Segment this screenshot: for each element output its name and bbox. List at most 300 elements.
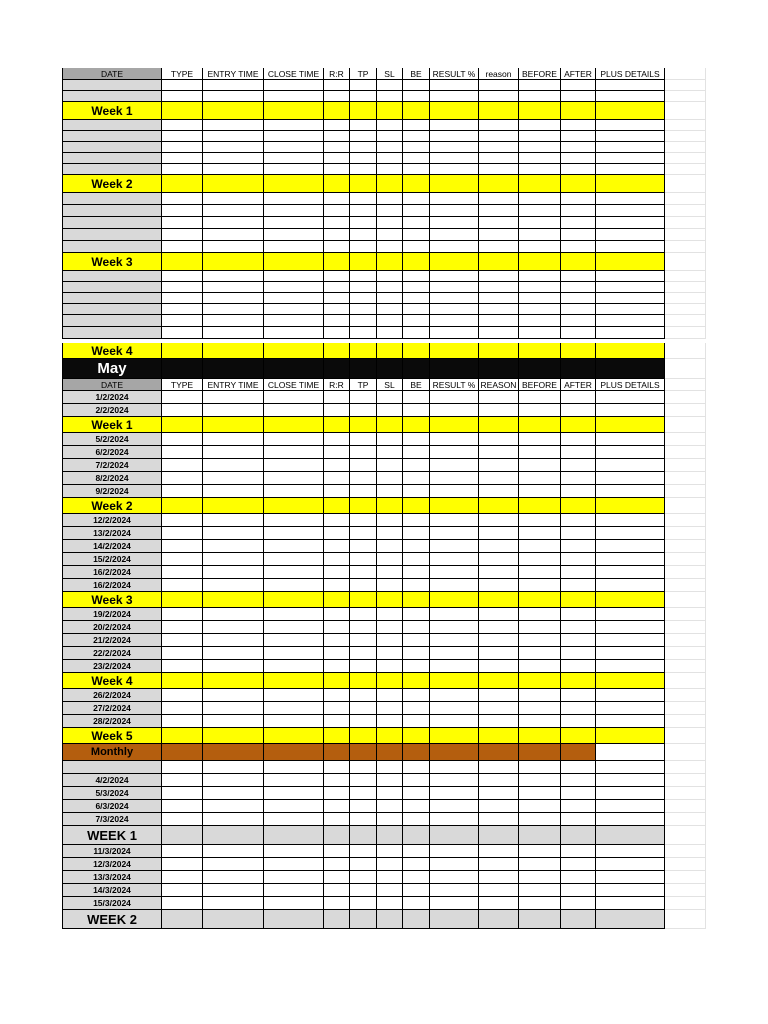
- data-cell[interactable]: [519, 217, 561, 229]
- data-cell[interactable]: [479, 527, 519, 540]
- data-cell[interactable]: [403, 327, 430, 339]
- week-label[interactable]: Week 2: [62, 175, 162, 193]
- data-cell[interactable]: [203, 131, 264, 142]
- data-cell[interactable]: [350, 774, 377, 787]
- data-cell[interactable]: [479, 647, 519, 660]
- data-cell[interactable]: [264, 728, 324, 744]
- data-cell[interactable]: [561, 153, 596, 164]
- data-cell[interactable]: [665, 728, 706, 744]
- data-cell[interactable]: [264, 527, 324, 540]
- data-cell[interactable]: [519, 271, 561, 282]
- data-cell[interactable]: [519, 359, 561, 379]
- data-cell[interactable]: [162, 417, 203, 433]
- data-cell[interactable]: [430, 579, 479, 592]
- data-cell[interactable]: [430, 728, 479, 744]
- date-cell[interactable]: 9/2/2024: [62, 485, 162, 498]
- data-cell[interactable]: [203, 647, 264, 660]
- week-label[interactable]: Week 5: [62, 728, 162, 744]
- date-cell[interactable]: [62, 761, 162, 774]
- data-cell[interactable]: [377, 800, 403, 813]
- data-cell[interactable]: [264, 229, 324, 241]
- data-cell[interactable]: [350, 142, 377, 153]
- data-cell[interactable]: [264, 241, 324, 253]
- data-cell[interactable]: [350, 80, 377, 91]
- data-cell[interactable]: [324, 217, 350, 229]
- data-cell[interactable]: [403, 910, 430, 929]
- data-cell[interactable]: [519, 761, 561, 774]
- data-cell[interactable]: [324, 621, 350, 634]
- data-cell[interactable]: [403, 634, 430, 647]
- data-cell[interactable]: [324, 647, 350, 660]
- data-cell[interactable]: [203, 800, 264, 813]
- data-cell[interactable]: [377, 579, 403, 592]
- data-cell[interactable]: [561, 175, 596, 193]
- data-cell[interactable]: [479, 282, 519, 293]
- data-cell[interactable]: [264, 884, 324, 897]
- data-cell[interactable]: [350, 404, 377, 417]
- data-cell[interactable]: [350, 91, 377, 102]
- data-cell[interactable]: [479, 579, 519, 592]
- data-cell[interactable]: [350, 485, 377, 498]
- data-cell[interactable]: [162, 217, 203, 229]
- data-cell[interactable]: [403, 315, 430, 327]
- data-cell[interactable]: [324, 359, 350, 379]
- data-cell[interactable]: [377, 293, 403, 304]
- data-cell[interactable]: [324, 175, 350, 193]
- data-cell[interactable]: [596, 391, 665, 404]
- data-cell[interactable]: [264, 102, 324, 120]
- date-cell[interactable]: [62, 153, 162, 164]
- data-cell[interactable]: [430, 304, 479, 315]
- data-cell[interactable]: [403, 673, 430, 689]
- data-cell[interactable]: [479, 884, 519, 897]
- column-header[interactable]: BE: [403, 379, 430, 391]
- data-cell[interactable]: [665, 142, 706, 153]
- data-cell[interactable]: [324, 485, 350, 498]
- data-cell[interactable]: [665, 80, 706, 91]
- data-cell[interactable]: [403, 744, 430, 761]
- data-cell[interactable]: [430, 897, 479, 910]
- data-cell[interactable]: [203, 164, 264, 175]
- data-cell[interactable]: [324, 608, 350, 621]
- data-cell[interactable]: [403, 304, 430, 315]
- data-cell[interactable]: [377, 404, 403, 417]
- data-cell[interactable]: [162, 359, 203, 379]
- data-cell[interactable]: [561, 271, 596, 282]
- data-cell[interactable]: [162, 327, 203, 339]
- data-cell[interactable]: [324, 241, 350, 253]
- data-cell[interactable]: [403, 540, 430, 553]
- data-cell[interactable]: [264, 293, 324, 304]
- data-cell[interactable]: [377, 327, 403, 339]
- data-cell[interactable]: [430, 826, 479, 845]
- data-cell[interactable]: [264, 826, 324, 845]
- data-cell[interactable]: [665, 315, 706, 327]
- data-cell[interactable]: [596, 271, 665, 282]
- data-cell[interactable]: [162, 813, 203, 826]
- data-cell[interactable]: [561, 540, 596, 553]
- data-cell[interactable]: [377, 744, 403, 761]
- data-cell[interactable]: [519, 304, 561, 315]
- data-cell[interactable]: [350, 164, 377, 175]
- data-cell[interactable]: [479, 858, 519, 871]
- data-cell[interactable]: [203, 744, 264, 761]
- data-cell[interactable]: [403, 660, 430, 673]
- data-cell[interactable]: [350, 253, 377, 271]
- data-cell[interactable]: [162, 391, 203, 404]
- data-cell[interactable]: [403, 485, 430, 498]
- data-cell[interactable]: [162, 728, 203, 744]
- data-cell[interactable]: [203, 293, 264, 304]
- data-cell[interactable]: [162, 229, 203, 241]
- data-cell[interactable]: [665, 910, 706, 929]
- data-cell[interactable]: [561, 566, 596, 579]
- date-cell[interactable]: [62, 229, 162, 241]
- data-cell[interactable]: [403, 647, 430, 660]
- data-cell[interactable]: [377, 621, 403, 634]
- data-cell[interactable]: [519, 404, 561, 417]
- data-cell[interactable]: [377, 217, 403, 229]
- data-cell[interactable]: [162, 304, 203, 315]
- data-cell[interactable]: [324, 910, 350, 929]
- data-cell[interactable]: [203, 553, 264, 566]
- data-cell[interactable]: [665, 608, 706, 621]
- data-cell[interactable]: [596, 787, 665, 800]
- data-cell[interactable]: [596, 592, 665, 608]
- data-cell[interactable]: [350, 897, 377, 910]
- data-cell[interactable]: [403, 343, 430, 359]
- data-cell[interactable]: [519, 728, 561, 744]
- data-cell[interactable]: [377, 459, 403, 472]
- column-header[interactable]: R:R: [324, 379, 350, 391]
- data-cell[interactable]: [430, 327, 479, 339]
- date-cell[interactable]: [62, 91, 162, 102]
- data-cell[interactable]: [324, 446, 350, 459]
- data-cell[interactable]: [430, 566, 479, 579]
- data-cell[interactable]: [350, 647, 377, 660]
- data-cell[interactable]: [203, 621, 264, 634]
- data-cell[interactable]: [203, 205, 264, 217]
- date-cell[interactable]: 5/3/2024: [62, 787, 162, 800]
- data-cell[interactable]: [596, 566, 665, 579]
- data-cell[interactable]: [430, 761, 479, 774]
- data-cell[interactable]: [377, 689, 403, 702]
- data-cell[interactable]: [596, 433, 665, 446]
- data-cell[interactable]: [561, 800, 596, 813]
- data-cell[interactable]: [264, 153, 324, 164]
- date-cell[interactable]: 13/3/2024: [62, 871, 162, 884]
- data-cell[interactable]: [519, 229, 561, 241]
- data-cell[interactable]: [350, 826, 377, 845]
- data-cell[interactable]: [377, 391, 403, 404]
- data-cell[interactable]: [561, 472, 596, 485]
- data-cell[interactable]: [665, 131, 706, 142]
- data-cell[interactable]: [479, 120, 519, 131]
- data-cell[interactable]: [596, 540, 665, 553]
- data-cell[interactable]: [519, 472, 561, 485]
- data-cell[interactable]: [596, 472, 665, 485]
- data-cell[interactable]: [430, 153, 479, 164]
- data-cell[interactable]: [162, 193, 203, 205]
- data-cell[interactable]: [665, 871, 706, 884]
- data-cell[interactable]: [430, 102, 479, 120]
- data-cell[interactable]: [479, 728, 519, 744]
- data-cell[interactable]: [596, 175, 665, 193]
- data-cell[interactable]: [350, 660, 377, 673]
- date-cell[interactable]: [62, 193, 162, 205]
- data-cell[interactable]: [519, 540, 561, 553]
- data-cell[interactable]: [561, 102, 596, 120]
- date-cell[interactable]: 5/2/2024: [62, 433, 162, 446]
- data-cell[interactable]: [324, 80, 350, 91]
- data-cell[interactable]: [519, 131, 561, 142]
- data-cell[interactable]: [264, 774, 324, 787]
- column-header[interactable]: AFTER: [561, 68, 596, 80]
- data-cell[interactable]: [665, 229, 706, 241]
- date-cell[interactable]: [62, 293, 162, 304]
- data-cell[interactable]: [561, 871, 596, 884]
- data-cell[interactable]: [519, 774, 561, 787]
- data-cell[interactable]: [596, 485, 665, 498]
- week-label[interactable]: WEEK 2: [62, 910, 162, 929]
- data-cell[interactable]: [377, 253, 403, 271]
- data-cell[interactable]: [377, 634, 403, 647]
- data-cell[interactable]: [162, 404, 203, 417]
- data-cell[interactable]: [162, 621, 203, 634]
- data-cell[interactable]: [403, 293, 430, 304]
- data-cell[interactable]: [430, 910, 479, 929]
- data-cell[interactable]: [479, 761, 519, 774]
- data-cell[interactable]: [403, 774, 430, 787]
- data-cell[interactable]: [324, 715, 350, 728]
- data-cell[interactable]: [430, 282, 479, 293]
- data-cell[interactable]: [519, 647, 561, 660]
- data-cell[interactable]: [596, 164, 665, 175]
- data-cell[interactable]: [519, 566, 561, 579]
- data-cell[interactable]: [561, 744, 596, 761]
- data-cell[interactable]: [596, 897, 665, 910]
- data-cell[interactable]: [596, 858, 665, 871]
- data-cell[interactable]: [264, 271, 324, 282]
- data-cell[interactable]: [162, 845, 203, 858]
- data-cell[interactable]: [479, 253, 519, 271]
- column-header[interactable]: CLOSE TIME: [264, 379, 324, 391]
- data-cell[interactable]: [430, 446, 479, 459]
- date-cell[interactable]: [62, 131, 162, 142]
- data-cell[interactable]: [162, 540, 203, 553]
- data-cell[interactable]: [350, 621, 377, 634]
- data-cell[interactable]: [479, 813, 519, 826]
- data-cell[interactable]: [665, 217, 706, 229]
- data-cell[interactable]: [596, 327, 665, 339]
- data-cell[interactable]: [350, 271, 377, 282]
- data-cell[interactable]: [377, 897, 403, 910]
- date-cell[interactable]: 1/2/2024: [62, 391, 162, 404]
- data-cell[interactable]: [203, 404, 264, 417]
- data-cell[interactable]: [350, 845, 377, 858]
- data-cell[interactable]: [203, 271, 264, 282]
- data-cell[interactable]: [479, 293, 519, 304]
- data-cell[interactable]: [519, 592, 561, 608]
- data-cell[interactable]: [203, 813, 264, 826]
- data-cell[interactable]: [324, 343, 350, 359]
- data-cell[interactable]: [203, 728, 264, 744]
- data-cell[interactable]: [403, 205, 430, 217]
- data-cell[interactable]: [403, 787, 430, 800]
- date-cell[interactable]: [62, 327, 162, 339]
- data-cell[interactable]: [324, 193, 350, 205]
- data-cell[interactable]: [377, 728, 403, 744]
- data-cell[interactable]: [203, 608, 264, 621]
- data-cell[interactable]: [665, 91, 706, 102]
- data-cell[interactable]: [324, 689, 350, 702]
- date-cell[interactable]: 16/2/2024: [62, 566, 162, 579]
- data-cell[interactable]: [479, 660, 519, 673]
- data-cell[interactable]: [430, 527, 479, 540]
- data-cell[interactable]: [596, 579, 665, 592]
- column-header[interactable]: AFTER: [561, 379, 596, 391]
- data-cell[interactable]: [264, 193, 324, 205]
- data-cell[interactable]: [162, 884, 203, 897]
- data-cell[interactable]: [264, 689, 324, 702]
- data-cell[interactable]: [324, 728, 350, 744]
- data-cell[interactable]: [377, 884, 403, 897]
- date-cell[interactable]: 13/2/2024: [62, 527, 162, 540]
- data-cell[interactable]: [162, 459, 203, 472]
- data-cell[interactable]: [561, 608, 596, 621]
- column-header[interactable]: RESULT %: [430, 379, 479, 391]
- data-cell[interactable]: [162, 91, 203, 102]
- data-cell[interactable]: [377, 205, 403, 217]
- data-cell[interactable]: [403, 271, 430, 282]
- data-cell[interactable]: [162, 271, 203, 282]
- data-cell[interactable]: [162, 826, 203, 845]
- data-cell[interactable]: [264, 80, 324, 91]
- data-cell[interactable]: [561, 689, 596, 702]
- data-cell[interactable]: [430, 293, 479, 304]
- data-cell[interactable]: [350, 120, 377, 131]
- data-cell[interactable]: [519, 910, 561, 929]
- data-cell[interactable]: [561, 343, 596, 359]
- data-cell[interactable]: [324, 826, 350, 845]
- data-cell[interactable]: [519, 787, 561, 800]
- data-cell[interactable]: [596, 813, 665, 826]
- data-cell[interactable]: [377, 813, 403, 826]
- data-cell[interactable]: [519, 871, 561, 884]
- data-cell[interactable]: [519, 391, 561, 404]
- data-cell[interactable]: [377, 673, 403, 689]
- data-cell[interactable]: [377, 826, 403, 845]
- data-cell[interactable]: [377, 540, 403, 553]
- data-cell[interactable]: [430, 433, 479, 446]
- data-cell[interactable]: [350, 910, 377, 929]
- data-cell[interactable]: [377, 527, 403, 540]
- date-cell[interactable]: 7/2/2024: [62, 459, 162, 472]
- data-cell[interactable]: [377, 514, 403, 527]
- data-cell[interactable]: [264, 660, 324, 673]
- data-cell[interactable]: [162, 897, 203, 910]
- date-cell[interactable]: 16/2/2024: [62, 579, 162, 592]
- data-cell[interactable]: [519, 553, 561, 566]
- data-cell[interactable]: [665, 379, 706, 391]
- data-cell[interactable]: [479, 845, 519, 858]
- data-cell[interactable]: [665, 417, 706, 433]
- data-cell[interactable]: [264, 175, 324, 193]
- data-cell[interactable]: [324, 774, 350, 787]
- data-cell[interactable]: [665, 472, 706, 485]
- data-cell[interactable]: [479, 871, 519, 884]
- data-cell[interactable]: [596, 826, 665, 845]
- week-label[interactable]: Week 3: [62, 253, 162, 271]
- data-cell[interactable]: [479, 910, 519, 929]
- data-cell[interactable]: [264, 897, 324, 910]
- data-cell[interactable]: [519, 485, 561, 498]
- data-cell[interactable]: [430, 715, 479, 728]
- data-cell[interactable]: [596, 621, 665, 634]
- data-cell[interactable]: [350, 673, 377, 689]
- data-cell[interactable]: [519, 142, 561, 153]
- data-cell[interactable]: [350, 343, 377, 359]
- data-cell[interactable]: [403, 514, 430, 527]
- data-cell[interactable]: [264, 343, 324, 359]
- data-cell[interactable]: [264, 498, 324, 514]
- data-cell[interactable]: [162, 579, 203, 592]
- data-cell[interactable]: [324, 102, 350, 120]
- column-header[interactable]: TP: [350, 379, 377, 391]
- data-cell[interactable]: [665, 193, 706, 205]
- data-cell[interactable]: [430, 800, 479, 813]
- data-cell[interactable]: [596, 845, 665, 858]
- data-cell[interactable]: [203, 485, 264, 498]
- data-cell[interactable]: [264, 744, 324, 761]
- data-cell[interactable]: [665, 800, 706, 813]
- data-cell[interactable]: [596, 761, 665, 774]
- data-cell[interactable]: [377, 193, 403, 205]
- data-cell[interactable]: [561, 845, 596, 858]
- data-cell[interactable]: [665, 391, 706, 404]
- data-cell[interactable]: [665, 102, 706, 120]
- data-cell[interactable]: [596, 131, 665, 142]
- data-cell[interactable]: [561, 897, 596, 910]
- date-cell[interactable]: [62, 304, 162, 315]
- data-cell[interactable]: [377, 472, 403, 485]
- date-cell[interactable]: [62, 241, 162, 253]
- data-cell[interactable]: [324, 540, 350, 553]
- data-cell[interactable]: [561, 774, 596, 787]
- data-cell[interactable]: [350, 715, 377, 728]
- column-header[interactable]: TYPE: [162, 68, 203, 80]
- data-cell[interactable]: [596, 871, 665, 884]
- date-cell[interactable]: [62, 282, 162, 293]
- data-cell[interactable]: [430, 540, 479, 553]
- data-cell[interactable]: [479, 271, 519, 282]
- data-cell[interactable]: [264, 131, 324, 142]
- data-cell[interactable]: [162, 498, 203, 514]
- column-header[interactable]: TP: [350, 68, 377, 80]
- data-cell[interactable]: [561, 327, 596, 339]
- data-cell[interactable]: [519, 689, 561, 702]
- data-cell[interactable]: [403, 728, 430, 744]
- data-cell[interactable]: [479, 102, 519, 120]
- data-cell[interactable]: [350, 472, 377, 485]
- data-cell[interactable]: [162, 485, 203, 498]
- data-cell[interactable]: [519, 205, 561, 217]
- data-cell[interactable]: [519, 417, 561, 433]
- data-cell[interactable]: [665, 175, 706, 193]
- data-cell[interactable]: [596, 91, 665, 102]
- monthly-label[interactable]: Monthly: [62, 744, 162, 761]
- data-cell[interactable]: [162, 120, 203, 131]
